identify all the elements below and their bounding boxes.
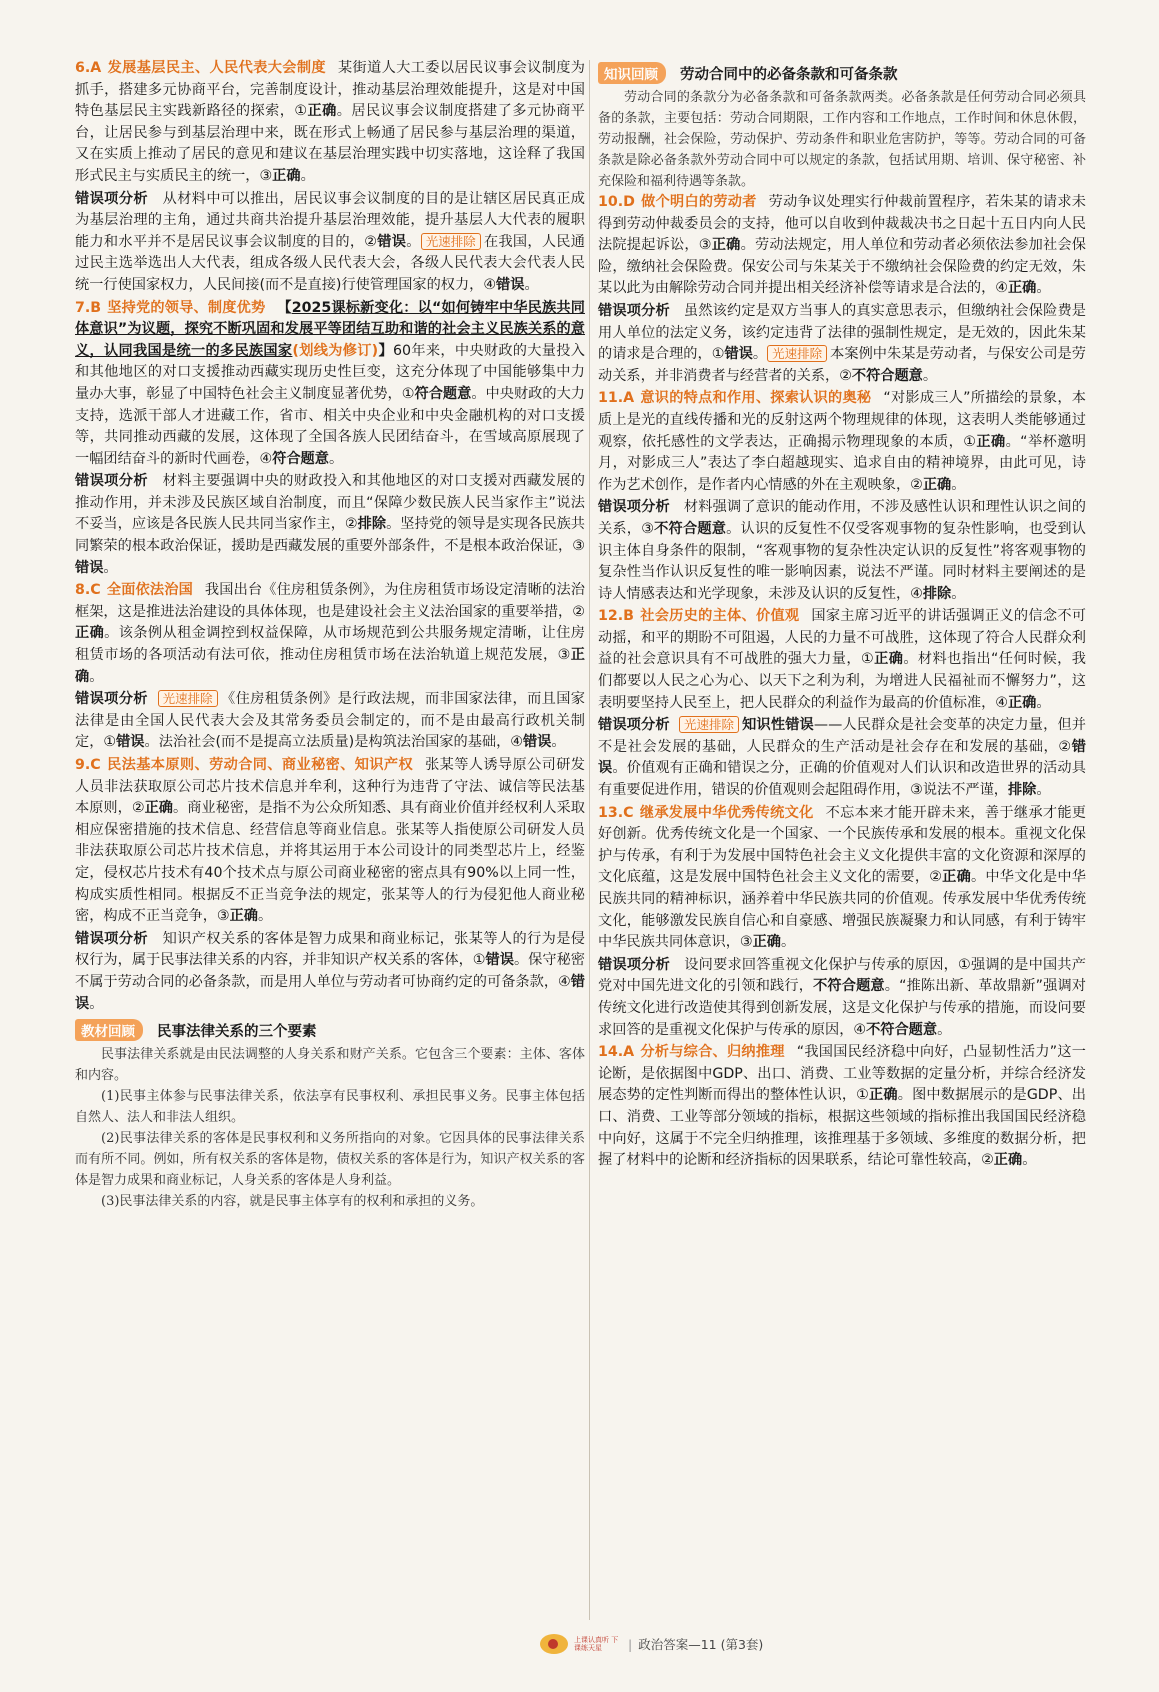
answer-text: 劳动争议处理实行仲裁前置程序，若朱某的请求未得到劳动仲裁委员会的支持，他可以自收到仲裁裁决书之日起十五日内向人民法院提起诉讼，③ xyxy=(598,194,1086,254)
verdict: 错误 xyxy=(724,346,753,363)
answer-text: “我国国民经济稳中向好，凸显韧性活力”这一论断，是依据图中GDP、出口、消费、工业等数据的定量分析，并综合经济发展态势的定性判断而得出的整体性认识，① xyxy=(598,1044,1086,1104)
review-paragraph: 民事法律关系就是由民法调整的人身关系和财产关系。它包含三个要素：主体、客体和内容。 xyxy=(75,1047,585,1084)
error-text: 《住房租赁条例》是行政法规，而非国家法律，而且国家法律是由全国人民代表大会及其常务委员会制定的，而不是由最高行政机关制定，① xyxy=(75,691,585,751)
answer-text: 。图中数据展示的是GDP、出口、消费、工业等部分领域的指标，根据这些领域的指标推出我国国民经济稳中向好，这属于不完全归纳推理，该推理基于多领域、多维度的数据分析，把握了材料中的论断和经济指标的因果联系，结论可靠性较高，② xyxy=(598,1087,1086,1169)
answer-text: 。中央财政的大力支持，选派干部人才进藏工作，省市、相关中央企业和中央金融机构的对口支援等，共同推动西藏的发展，这体现了全国各族人民团结奋斗，在雪域高原展现了一幅团结奋斗的新时代画卷，④ xyxy=(75,385,585,467)
error-analysis-13 xyxy=(598,955,1086,1041)
verdict: 不符合题意 xyxy=(866,1021,938,1038)
verdict: 正确 xyxy=(869,1087,898,1104)
curriculum-note: 2025课标新变化：以“如何铸牢中华民族共同体意识”为议题，探究不断巩固和发展平等团结互助和谐的社会主义民族关系的意义，认同我国是统一的多民族国家 xyxy=(75,299,585,359)
punct: 。 xyxy=(1036,694,1051,711)
punct: 。 xyxy=(951,585,966,602)
punct: 。 xyxy=(937,1021,952,1038)
answer-text: 。“举杯邀明月，对影成三人”表达了李白超越现实、追求自由的精神境界，由此可见，诗作为艺术创作，是作者内心情感的外在主观映象，② xyxy=(598,433,1086,493)
error-analysis-11 xyxy=(598,497,1086,605)
error-text: 从材料中可以推出，居民议事会议制度的目的是让辖区居民真正成为基层治理的主角，通过共商共治提升基层治理效能，提升基层人大代表的履职能力和水平并不是居民议事会议制度的目的，② xyxy=(75,190,585,250)
answer-text: 我国出台《住房租赁条例》，为住房租赁市场设定清晰的法治框架，这是推进法治建设的具体体现，也是建设社会主义法治国家的重要举措，② xyxy=(75,582,585,620)
fast-exclude-tag: 光速排除 xyxy=(421,233,481,250)
punct: 。 xyxy=(328,450,344,467)
verdict: 正确 xyxy=(976,433,1006,450)
verdict: 正确 xyxy=(1007,280,1037,297)
answer-keyword: 全面依法治国 xyxy=(106,582,193,599)
verdict: 错误 xyxy=(598,738,1086,777)
verdict: 正确 xyxy=(942,869,971,886)
verdict: 正确 xyxy=(75,625,105,642)
answer-keyword: 分析与综合、归纳推理 xyxy=(640,1044,785,1061)
note-bracket: 】 xyxy=(378,342,393,359)
verdict: 排除 xyxy=(922,585,952,602)
answer-8 xyxy=(75,580,585,688)
error-label: 错误项分析 xyxy=(598,956,671,973)
answer-text: 。居民议事会议制度搭建了多元协商平台，让居民参与到基层治理中来，既在形式上畅通了居民参与基层治理的渠道，又在实质上推动了居民的意见和建议在基层治理实践中切实落地，这诠释了我国形式民主与实质民主的统一，③ xyxy=(75,103,585,184)
answer-keyword: 民法基本原则、劳动合同、商业秘密、知识产权 xyxy=(106,757,414,773)
answer-keyword: 做个明白的劳动者 xyxy=(640,194,757,210)
error-text: 材料强调了意识的能动作用，不涉及感性认识和理性认识之间的关系，③ xyxy=(598,499,1086,537)
error-text: 本案例中朱某是劳动者，与保安公司是劳动关系，并非消费者与经营者的关系，② xyxy=(598,346,1086,384)
error-analysis-7 xyxy=(75,471,585,579)
answer-number: 8.C xyxy=(75,582,101,599)
answer-13 xyxy=(598,803,1086,954)
punct: 。 xyxy=(89,995,104,1012)
knowledge-review-header xyxy=(598,62,1086,84)
textbook-review-badge: 教材回顾 xyxy=(75,1019,143,1041)
answer-text: “对影成三人”所描绘的景象，本质上是光的直线传播和光的反射这两个物理规律的体现，这表明人类能够通过观察，依托感性的文学表达，正确揭示物理现象的本质，① xyxy=(598,390,1086,450)
knowledge-review-badge: 知识回顾 xyxy=(598,62,666,84)
knowledge-review-title: 劳动合同中的必备条款和可备条款 xyxy=(680,66,898,83)
answer-7 xyxy=(75,298,585,471)
answer-number: 13.C xyxy=(598,804,634,821)
error-text: 。坚持党的领导是实现各民族共同繁荣的根本政治保证，援助是西藏发展的重要外部条件，不是根本政治保证，③ xyxy=(75,516,585,555)
verdict: 正确 xyxy=(229,908,258,925)
verdict: 正确 xyxy=(874,651,904,668)
error-text: 材料主要强调中央的财政投入和其他地区的对口支援对西藏发展的推动作用，并未涉及民族区域自治制度，而且“保障少数民族人民当家作主”说法不妥当，应该是各民族人民共同当家作主，② xyxy=(75,473,585,533)
error-text: 。“推陈出新、革故鼎新”强调对传统文化进行改造使其得到创新发展，这是文化保护与传承的措施，而设问要求回答的是重视文化保护与传承的原因，④ xyxy=(598,978,1086,1038)
note-tag: (划线为修订) xyxy=(292,342,379,359)
verdict: 错误 xyxy=(496,276,525,293)
verdict: 错误 xyxy=(377,233,407,250)
answer-text: 。劳动法规定，用人单位和劳动者必须依法参加社会保险，缴纳社会保险费。保安公司与朱某关于不缴纳社会保险费的约定无效，朱某以此为由解除劳动合同并提出相关经济补偿等请求是合法的，④ xyxy=(598,237,1086,297)
error-label: 错误项分析 xyxy=(598,302,670,319)
answer-number: 11.A xyxy=(598,390,635,407)
verdict: 错误 xyxy=(75,973,585,1012)
review-paragraph: (1)民事主体参与民事法律关系，依法享有民事权利、承担民事义务。民事主体包括自然人、法人和非法人组织。 xyxy=(75,1089,585,1126)
verdict: 排除 xyxy=(357,516,387,533)
error-text: 。保守秘密不属于劳动合同的必备条款，而是用人单位与劳动者可协商约定的可备条款，④ xyxy=(75,952,585,990)
answer-6 xyxy=(75,58,585,188)
verdict: 符合题意 xyxy=(272,450,329,467)
verdict: 正确 xyxy=(1007,694,1037,711)
error-label: 错误项分析 xyxy=(75,691,148,708)
answer-text: 某街道人大工委以居民议事会议制度为抓手，搭建多元协商平台，完善制度设计，推动基层治理效能提升，这是对中国特色基层民主实践新路径的探索，① xyxy=(75,60,585,120)
textbook-review-title: 民事法律关系的三个要素 xyxy=(157,1023,317,1040)
answer-number: 6.A xyxy=(75,60,102,76)
verdict: 错误 xyxy=(116,734,145,751)
column-divider xyxy=(589,60,590,1620)
fast-exclude-tag: 光速排除 xyxy=(158,690,218,707)
error-label: 错误项分析 xyxy=(598,499,670,516)
left-column xyxy=(75,58,585,1212)
answer-text: 张某等人诱导原公司研发人员非法获取原公司芯片技术信息并牟利，这种行为违背了守法、诚信等民法基本原则，② xyxy=(75,757,585,817)
verdict: 正确 xyxy=(922,476,952,493)
answer-text: 。该条例从租金调控到权益保障，从市场规范到公共服务规定清晰，让住房租赁市场的各项活动有法可依，推动住房租赁市场在法治轨道上规范发展，③ xyxy=(75,625,585,664)
verdict: 正确 xyxy=(144,800,173,817)
punct: 。 xyxy=(524,276,539,293)
punct: 。 xyxy=(951,476,966,493)
answer-number: 14.A xyxy=(598,1044,635,1061)
verdict: 正确 xyxy=(752,934,781,951)
page-number: 政治答案—11 (第3套) xyxy=(638,1637,764,1652)
verdict: 符合题意 xyxy=(414,385,472,402)
answer-keyword: 坚持党的领导、制度优势 xyxy=(107,299,266,316)
punct: 。 xyxy=(258,908,273,925)
fast-exclude-tag: 光速排除 xyxy=(679,716,739,733)
answer-9 xyxy=(75,755,585,928)
answer-text: 。材料也指出“任何时候，我们都要以人民之心为心、以天下之利为利，为增进人民福祉而不懈努力”，这表明要坚持人民至上，把人民群众的利益作为最高的价值标准，④ xyxy=(598,651,1086,711)
punct: 。 xyxy=(103,559,118,576)
review-paragraph: (2)民事法律关系的客体是民事权利和义务所指向的对象。它因具体的民事法律关系而有所不同。例如，所有权关系的客体是物，债权关系的客体是行为，知识产权关系的客体是智力成果和商业标记，人身关系的客体是人身利益。 xyxy=(75,1131,585,1189)
punct: 。 xyxy=(551,734,566,751)
answer-12 xyxy=(598,606,1086,714)
punct: 。 xyxy=(1036,782,1051,799)
answer-keyword: 发展基层民主、人民代表大会制度 xyxy=(107,60,326,76)
error-text: 。价值观有正确和错误之分，正确的价值观对人们认识和改造世界的活动具有重要促进作用，错误的价值观则会起阻碍作用，③说法不严谨， xyxy=(598,760,1086,799)
verdict: 正确 xyxy=(75,647,585,685)
verdict: 正确 xyxy=(272,167,301,184)
right-column xyxy=(598,58,1086,1173)
error-text: 。法治社会(而不是提高立法质量)是构筑法治国家的基础，④ xyxy=(144,734,523,751)
answer-keyword: 继承发展中华优秀传统文化 xyxy=(639,804,814,821)
punct: 。 xyxy=(1036,280,1051,297)
verdict: 不符合题意 xyxy=(851,367,923,384)
answer-keyword: 社会历史的主体、价值观 xyxy=(639,608,800,625)
punct: 。 xyxy=(89,668,104,685)
error-type: 知识性错误 xyxy=(742,717,814,734)
brand-logo-icon xyxy=(540,1634,568,1654)
answer-text: 不忘本来才能开辟未来，善于继承才能更好创新。优秀传统文化是一个国家、一个民族传承和发展的根本。重视文化保护与传承，有利于为发展中国特色社会主义文化提供丰富的文化资源和深厚的文化底蕴，这是发展中国特色社会主义文化的需要，② xyxy=(598,804,1086,886)
answer-text: 。中华文化是中华民族共同的精神标识，涵养着中华民族共同的价值观。传承发展中华优秀传统文化，能够激发民族自信心和自豪感、增强民族凝聚力和认同感，有利于铸牢中华民族共同体意识，③ xyxy=(598,869,1086,951)
textbook-review-header xyxy=(75,1019,585,1041)
answer-text: 60年来，中央财政的大量投入和其他地区的对口支援推动西藏实现历史性巨变，这充分体现了中国能够集中力量办大事，彰显了中国特色社会主义制度显著优势，① xyxy=(75,342,585,402)
error-label: 错误项分析 xyxy=(75,190,148,207)
error-text: ——人民群众是社会变革的决定力量，但并不是社会发展的基础，人民群众的生产活动是社会存在和发展的基础，② xyxy=(598,717,1086,755)
error-label: 错误项分析 xyxy=(75,473,148,490)
error-analysis-9 xyxy=(75,929,585,1015)
answer-number: 10.D xyxy=(598,194,635,210)
error-analysis-12 xyxy=(598,715,1086,801)
review-paragraph: 劳动合同的条款分为必备条款和可备条款两类。必备条款是任何劳动合同必须具备的条款，主要包括：劳动合同期限，工作内容和工作地点，工作时间和休息休假，劳动报酬，社会保险，劳动保护、劳动条件和职业危害防护，等等。劳动合同的可备条款是除必备条款外劳动合同中可以规定的条款，包括试用期、培训、保守秘密、补充保险和福利待遇等条款。 xyxy=(598,90,1086,189)
verdict: 错误 xyxy=(522,734,552,751)
error-analysis-6: 错误项分析 从材料中可以推出，居民议事会议制度的目的是让辖区居民真正成为基层治理的主角，通过共商共治提升基层治理效能，提升基层人大代表的履职能力和水平并不是居民议事会议制度的目的，②错误。 光速排除 在我国，人民通过民主选举选出人大代表，组成各级人民代表大会，各级人民代表大会代表人民统一行使国家权力，人民间接(而不是直接)行使管理国家的权力，④错误。 xyxy=(75,190,585,293)
note-bracket: 【 xyxy=(277,299,292,316)
error-text: 。认识的反复性不仅受客观事物的复杂性影响，也受到认识主体自身条件的限制，“客观事物的复杂性决定认识的反复性”将客观事物的复杂性当作认识反复性的唯一影响因素，说法不严谨。同时材料主要阐述的是诗人情感表达和光学现象，未涉及认识的反复性，④ xyxy=(598,520,1086,602)
error-text: 虽然该约定是双方当事人的真实意思表示，但缴纳社会保险费是用人单位的法定义务，该约定违背了法律的强制性规定，是无效的，因此朱某的请求是合理的，① xyxy=(598,302,1086,363)
punct: 。 xyxy=(1022,1152,1037,1169)
error-text: 设问要求回答重视文化保护与传承的原因，①强调的是中国共产党对中国先进文化的引领和践行， xyxy=(598,956,1086,995)
error-label: 错误项分析 xyxy=(598,717,670,734)
fast-exclude-tag: 光速排除 xyxy=(767,345,827,362)
punct: 。 xyxy=(922,367,938,384)
verdict: 正确 xyxy=(711,237,741,254)
verdict: 错误 xyxy=(485,952,514,969)
error-text: 知识产权关系的客体是智力成果和商业标记，张某等人的行为是侵权行为，属于民事法律关系的内容，并非知识产权关系的客体，① xyxy=(75,930,585,969)
verdict: 排除 xyxy=(1007,782,1037,799)
verdict: 错误 xyxy=(75,559,104,576)
verdict: 不符合题意 xyxy=(654,520,727,537)
punct: 。 xyxy=(781,934,796,951)
answer-number: 7.B xyxy=(75,299,102,316)
answer-11 xyxy=(598,388,1086,496)
logo-slogan: 上课认真听 下课练天星 xyxy=(574,1636,619,1652)
answer-14 xyxy=(598,1042,1086,1172)
answer-number: 9.C xyxy=(75,757,101,773)
verdict: 不符合题意 xyxy=(813,978,885,995)
verdict: 正确 xyxy=(993,1152,1023,1169)
verdict: 正确 xyxy=(307,103,337,120)
error-text: 在我国，人民通过民主选举选出人大代表，组成各级人民代表大会，各级人民代表大会代表人民统一行使国家权力，人民间接(而不是直接)行使管理国家的权力，④ xyxy=(75,233,585,293)
answer-keyword: 意识的特点和作用、探索认识的奥秘 xyxy=(640,390,872,407)
answer-number: 12.B xyxy=(598,608,634,625)
answer-text: 。商业秘密，是指不为公众所知悉、具有商业价值并经权利人采取相应保密措施的技术信息、经营信息等商业信息。张某等人指使原公司研发人员非法获取原公司芯片技术信息，并将其运用于本公司设计的同类型芯片上，经鉴定，侵权芯片技术有40个技术点与原公司商业秘密的密点具有90%以上同一性，构成实质性相同。根据反不正当竞争法的规定，张某等人的行为侵犯他人商业秘密，构成不正当竞争，③ xyxy=(75,800,585,925)
page-footer: 上课认真听 下课练天星 | 政治答案—11 (第3套) xyxy=(540,1634,840,1654)
review-paragraph: (3)民事法律关系的内容，就是民事主体享有的权利和承担的义务。 xyxy=(101,1194,484,1210)
error-label: 错误项分析 xyxy=(75,930,148,947)
error-analysis-10: 错误项分析 虽然该约定是双方当事人的真实意思表示，但缴纳社会保险费是用人单位的法定义务，该约定违背了法律的强制性规定，是无效的，因此朱某的请求是合理的，①错误。 光速排除 本案例中朱某是劳动者，与保安公司是劳动关系，并非消费者与经营者的关系，②不符合题意。 xyxy=(598,302,1086,384)
punct: 。 xyxy=(300,167,315,184)
answer-10 xyxy=(598,192,1086,300)
error-analysis-8 xyxy=(75,689,585,754)
answer-text: 国家主席习近平的讲话强调正义的信念不可动摇，和平的期盼不可阻遏，人民的力量不可战胜，这体现了符合人民群众利益的社会意识具有不可战胜的强大力量，① xyxy=(598,608,1086,668)
